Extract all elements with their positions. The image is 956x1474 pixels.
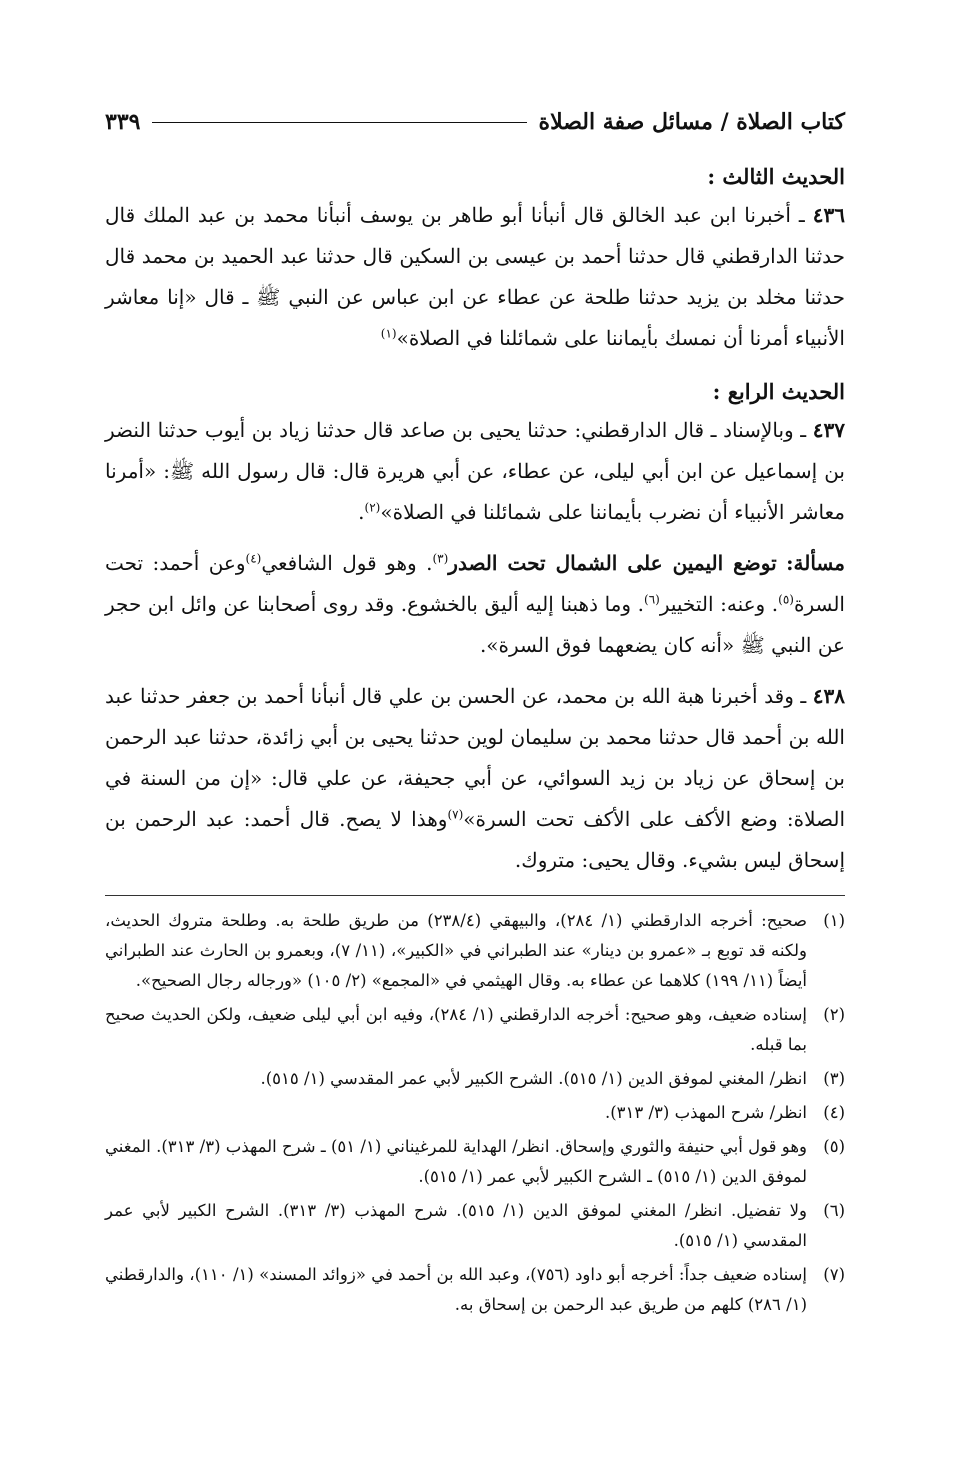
page — [105, 100, 845, 1324]
header-rule — [152, 122, 526, 123]
hadith-text: ـ أخبرنا ابن عبد الخالق قال أنبأنا أبو طاهر بن يوسف أنبأنا محمد بن عبد الملك قال حدثنا الدارقطني قال حدثنا أحمد بن عيسى بن السكين قال حدثنا عبد الحميد بن محمد قال حدثنا مخلد بن يزيد حدثنا طلحة عن عطاء عن ابن عباس عن النبي ﷺ ـ قال «إنا معاشر الأنبياء أمرنا أن نمسك بأيماننا على شمائلنا في الصلاة» — [105, 203, 845, 350]
footnote-separator — [105, 895, 845, 896]
heading-fourth-hadith: الحديث الرابع : — [712, 379, 845, 404]
footnote-ref[interactable]: (٣) — [432, 551, 449, 566]
footnote-text: انظر/ المغني لموفق الدين (١/ ٥١٥). الشرح الكبير لأبي عمر المقدسي (١/ ٥١٥). — [260, 1069, 807, 1088]
footnote-ref[interactable]: (٥) — [778, 592, 794, 607]
masala-text-1: . وهو قول الشافعي — [261, 551, 433, 575]
hadith-438 — [105, 676, 845, 881]
footnote-text: ولا تفضيل. انظر/ المغني لموفق الدين (١/ ٥١٥). شرح المهذب (٣/ ٣١٣). الشرح الكبير لأبي عمر المقدسي (١/ ٥١٥). — [105, 1201, 807, 1250]
footnote-ref[interactable]: (١) — [380, 326, 397, 341]
footnote-number: (٥) — [823, 1137, 845, 1156]
masala-text-4: . وما ذهبنا إليه أليق بالخشوع. وقد روى أصحابنا عن وائل ابن حجر عن النبي ﷺ «أنه كان يضعهما فوق السرة». — [105, 592, 845, 657]
hadith-text-end: وهذا لا يصح. قال أحمد: عبد الرحمن بن إسحاق ليس بشيء. وقال يحيى: متروك. — [105, 807, 845, 872]
footnote-2 — [105, 1000, 845, 1060]
footnote-6 — [105, 1196, 845, 1256]
footnote-4 — [105, 1098, 845, 1128]
footnote-number: (٤) — [823, 1103, 845, 1122]
hadith-number: ٤٣٦ — [812, 203, 845, 227]
footnote-ref[interactable]: (٧) — [447, 807, 464, 822]
footnote-number: (٣) — [823, 1069, 845, 1088]
masala-paragraph — [105, 543, 845, 666]
masala-text-2: وعن أحمد: تحت السرة — [105, 551, 845, 616]
footnote-text: وهو قول أبي حنيفة والثوري وإسحاق. انظر/ الهداية للمرغيناني (١/ ٥١) ـ شرح المهذب (٣/ ٣١٣). المغني لموفق الدين (١/ ٥١٥) ـ الشرح الكبير لأبي عمر (١/ ٥١٥). — [105, 1137, 807, 1186]
footnote-number: (٧) — [823, 1265, 845, 1284]
heading-third-hadith: الحديث الثالث : — [707, 164, 845, 189]
footnote-text: إسناده ضعيف، وهو صحيح: أخرجه الدارقطني (١/ ٢٨٤)، وفيه ابن أبي ليلى ضعيف، ولكن الحديث صحيح بما قبله. — [105, 1005, 807, 1054]
hadith-number: ٤٣٧ — [812, 418, 845, 442]
footnote-text: إسناده ضعيف جداً: أخرجه أبو داود (٧٥٦)، وعبد الله بن أحمد في «زوائد المسند» (١/ ١١٠)، والدارقطني (١/ ٢٨٦) كلهم من طريق عبد الرحمن بن إسحاق به. — [105, 1265, 807, 1314]
footnote-ref[interactable]: (٤) — [245, 551, 262, 566]
footnote-5 — [105, 1132, 845, 1192]
footnote-ref[interactable]: (٦) — [644, 592, 660, 607]
footnotes — [105, 906, 845, 1320]
footnote-text: صحيح: أخرجه الدارقطني (١/ ٢٨٤)، والبيهقي (٢٣٨/٤) من طريق طلحة به. وطلحة متروك الحديث، ولكنه قد توبع بـ «عمرو بن دينار» عند الطبراني في «الكبير»، (١١/ ٧)، وبعمرو بن الحارث عند الطبراني أيضاً (١١/ ١٩٩) كلاهما عن عطاء به. وقال الهيثمي في «المجمع» (٢/ ١٠٥) «ورجاله رجال الصحيح». — [105, 911, 807, 990]
masala-label: مسألة: — [786, 551, 845, 575]
running-header-title: كتاب الصلاة / مسائل صفة الصلاة — [538, 109, 845, 135]
footnote-1 — [105, 906, 845, 996]
footnote-number: (٦) — [823, 1201, 845, 1220]
running-header — [105, 100, 845, 144]
period: . — [358, 500, 365, 524]
footnote-3 — [105, 1064, 845, 1094]
masala-text-3: . وعنه: التخيير — [659, 592, 779, 616]
page-number: ٣٣٩ — [105, 109, 141, 135]
footnote-number: (١) — [823, 911, 845, 930]
footnote-text: انظر/ شرح المهذب (٣/ ٣١٣). — [604, 1103, 807, 1122]
hadith-text: ـ وقد أخبرنا هبة الله بن محمد، عن الحسن بن علي قال أنبأنا أحمد بن جعفر حدثنا عبد الله بن أحمد قال حدثنا محمد بن سليمان لوين حدثنا يحيى بن أبي زائدة، حدثنا عبد الرحمن بن إسحاق عن زياد بن زيد السوائي، عن أبي جحيفة، عن علي قال: «إن من السنة في الصلاة: وضع الأكف على الأكف تحت السرة» — [105, 684, 846, 831]
hadith-437 — [105, 410, 845, 533]
hadith-text: ـ وبالإسناد ـ قال الدارقطني: حدثنا يحيى بن صاعد قال حدثنا زياد بن أيوب حدثنا النضر بن إسماعيل عن ابن أبي ليلى، عن عطاء، عن أبي هريرة قال: قال رسول الله ﷺ: «أمرنا معاشر الأنبياء أن نضرب بأيماننا على شمائلنا في الصلاة» — [105, 418, 845, 524]
footnote-7 — [105, 1260, 845, 1320]
hadith-436 — [105, 195, 845, 359]
hadith-number: ٤٣٨ — [812, 684, 846, 708]
footnote-ref[interactable]: (٢) — [364, 500, 381, 515]
footnote-number: (٢) — [823, 1005, 845, 1024]
masala-statement: توضع اليمين على الشمال تحت الصدر — [448, 551, 777, 575]
